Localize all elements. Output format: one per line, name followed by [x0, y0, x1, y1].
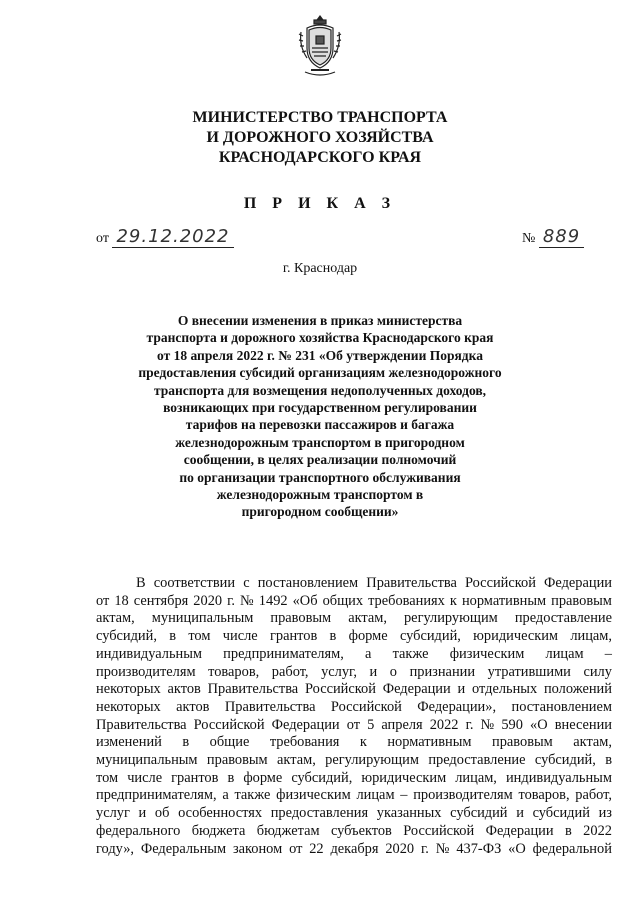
body-line: производителям товаров, работ, услуг, и о признании утратившими силу: [96, 663, 612, 680]
title-line: предоставления субсидий организациям железнодорожного: [138, 365, 502, 381]
body-line: том числе грантов в форме субсидий, юридическим лицам, индивидуальным: [96, 769, 612, 786]
title-line: сообщении, в целях реализации полномочий: [183, 452, 457, 468]
ministry-line: КРАСНОДАРСКОГО КРАЯ: [218, 149, 422, 166]
body-line: актам, муниципальным правовым актам, регулирующим предоставление: [96, 610, 612, 627]
body-line: В соответствии с постановлением Правительства Российской Федерации: [136, 575, 612, 591]
body-line: Правительства Российской Федерации от 5 апреля 2022 г. № 590 «О внесении: [96, 716, 612, 733]
date-value: 29.12.2022: [112, 226, 233, 248]
body-line: от 18 сентября 2020 г. № 1492 «Об общих требованиях к нормативным правовым: [96, 592, 612, 609]
body-line: федерального бюджета бюджетам субъектов Российской Федерации в 2022: [96, 822, 612, 839]
body-paragraph: [96, 575, 612, 858]
title-line: транспорта для возмещения недополученных доходов,: [153, 382, 487, 398]
number-value: 889: [539, 226, 584, 248]
document-type: П Р И К А З: [243, 195, 397, 212]
title-line: по организации транспортного обслуживания: [179, 469, 461, 485]
date-prefix: от: [96, 231, 109, 246]
title-line: пригородном сообщении»: [241, 504, 399, 520]
body-line: изменений в общие требования к нормативным правовым актам,: [96, 734, 612, 751]
body-line: услуг и об особенностях предоставления указанных субсидий и субсидий из: [96, 805, 612, 822]
body-line: муниципальным правовым актам, регулирующим предоставление субсидий, в: [96, 752, 612, 769]
body-line: субсидий, в том числе грантов в форме субсидий, юридическим лицам,: [96, 628, 612, 645]
order-number: [522, 226, 584, 247]
ministry-line: И ДОРОЖНОГО ХОЗЯЙСТВА: [206, 129, 434, 146]
body-line: индивидуальным предпринимателям, а также физическим лицам –: [96, 645, 612, 662]
title-line: тарифов на перевозки пассажиров и багажа: [185, 417, 455, 433]
krasnodar-coat-of-arms-icon: [297, 14, 343, 78]
title-line: О внесении изменения в приказ министерства: [177, 313, 463, 328]
number-prefix: №: [522, 231, 536, 246]
title-line: от 18 апреля 2022 г. № 231 «Об утверждении Порядка: [157, 347, 483, 363]
order-title: [120, 312, 520, 521]
body-line: некоторых актов Правительства Российской Федерации и отдельных положений: [96, 681, 612, 698]
body-line: году», Федеральным законом от 22 декабря 2020 г. № 437-ФЗ «О федеральной: [96, 840, 612, 857]
order-date: [96, 226, 234, 247]
coat-of-arms-emblem: [297, 14, 343, 83]
title-line: железнодорожным транспортом в пригородном: [175, 434, 465, 450]
title-line: транспорта и дорожного хозяйства Краснодарского края: [146, 330, 494, 346]
title-line: возникающих при государственном регулировании: [163, 400, 477, 416]
body-line: некоторых актов Правительства Российской Федерации», постановлением: [96, 698, 612, 715]
ministry-line: МИНИСТЕРСТВО ТРАНСПОРТА: [192, 109, 448, 126]
city: г. Краснодар: [282, 261, 358, 276]
title-line: железнодорожным транспортом в: [216, 487, 424, 503]
ministry-name: [0, 108, 640, 168]
body-line: предпринимателям, а также физическим лицам – производителям товаров, работ,: [96, 787, 612, 804]
